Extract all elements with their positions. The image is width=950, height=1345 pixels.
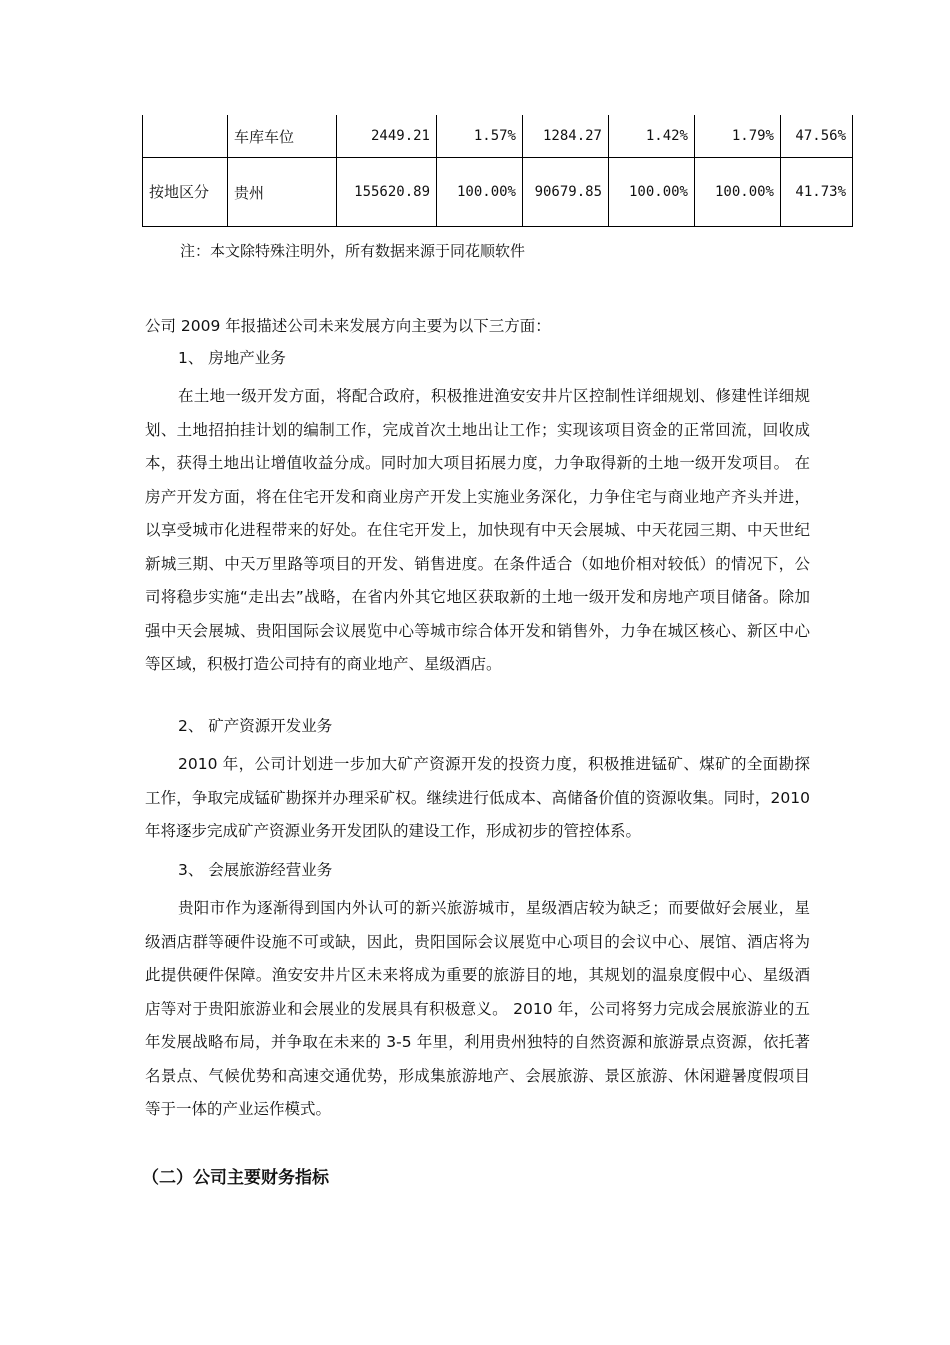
- section-body-exhibition-tourism: 贵阳市作为逐渐得到国内外认可的新兴旅游城市，星级酒店较为缺乏；而要做好会展业，星级酒店群等硬件设施不可或缺，因此，贵阳国际会议展览中心项目的会议中心、展馆、酒店将为此提供硬件保障。渔安安井片区未来将成为重要的旅游目的地，其规划的温泉度假中心、星级酒店等对于贵阳旅游业和会展业的发展具有积极意义。 2010 年，公司将努力完成会展旅游业的五年发展战略布局，并争取在未来的 3-5 年里，利用贵州独特的自然资源和旅游景点资源，依托著名景点、气候优势和高速交通优势，形成集旅游地产、会展旅游、景区旅游、休闲避暑度假项目等于一体的产业运作模式。: [145, 899, 810, 1118]
- section-heading-real-estate: 1、 房地产业务: [178, 349, 286, 367]
- table-cell-value: 1.57%: [437, 115, 523, 158]
- table-cell-value: 2449.21: [337, 115, 437, 158]
- table-cell-value: 47.56%: [781, 115, 853, 158]
- table-cell-category: 按地区分: [143, 158, 228, 227]
- table-cell-value: 100.00%: [695, 158, 781, 227]
- table-cell-value: 155620.89: [337, 158, 437, 227]
- section-body-real-estate: 在土地一级开发方面，将配合政府，积极推进渔安安井片区控制性详细规划、修建性详细规划、土地招拍挂计划的编制工作，完成首次土地出让工作；实现该项目资金的正常回流，回收成本，获得土地出让增值收益分成。同时加大项目拓展力度，力争取得新的土地一级开发项目。 在房产开发方面，将在住宅开发和商业房产开发上实施业务深化，力争住宅与商业地产齐头并进，以享受城市化进程带来的好处。在住宅开发上，加快现有中天会展城、中天花园三期、中天世纪新城三期、中天万里路等项目的开发、销售进度。在条件适合（如地价相对较低）的情况下，公司将稳步实施“走出去”战略，在省内外其它地区获取新的土地一级开发和房地产项目储备。除加强中天会展城、贵阳国际会议展览中心等城市综合体开发和销售外，力争在城区核心、新区中心等区域，积极打造公司持有的商业地产、星级酒店。: [145, 387, 810, 673]
- table-row: [143, 158, 853, 227]
- table-cell-label: 车库车位: [228, 115, 337, 158]
- table-cell-value: 100.00%: [609, 158, 695, 227]
- section-title-financial-indicators: （二）公司主要财务指标: [142, 1168, 329, 1188]
- section-heading-mining: 2、 矿产资源开发业务: [178, 717, 333, 735]
- table-cell-value: 41.73%: [781, 158, 853, 227]
- table-cell-value: 1.79%: [695, 115, 781, 158]
- table-row: [143, 115, 853, 158]
- revenue-breakdown-table: [142, 115, 853, 227]
- table-cell-value: 90679.85: [523, 158, 609, 227]
- table-cell-value: 1284.27: [523, 115, 609, 158]
- table-cell-value: 1.42%: [609, 115, 695, 158]
- table-cell-value: 100.00%: [437, 158, 523, 227]
- section-body-mining: 2010 年，公司计划进一步加大矿产资源开发的投资力度，积极推进锰矿、煤矿的全面勘探工作，争取完成锰矿勘探并办理采矿权。继续进行低成本、高储备价值的资源收集。同时，2010 年将逐步完成矿产资源业务开发团队的建设工作，形成初步的管控体系。: [145, 755, 810, 840]
- table-cell-label: 贵州: [228, 158, 337, 227]
- section-heading-exhibition-tourism: 3、 会展旅游经营业务: [178, 861, 333, 879]
- table-cell-category: [143, 115, 228, 158]
- data-source-note: 注：本文除特殊注明外，所有数据来源于同花顺软件: [180, 242, 526, 260]
- intro-paragraph: 公司 2009 年报描述公司未来发展方向主要为以下三方面：: [145, 317, 551, 335]
